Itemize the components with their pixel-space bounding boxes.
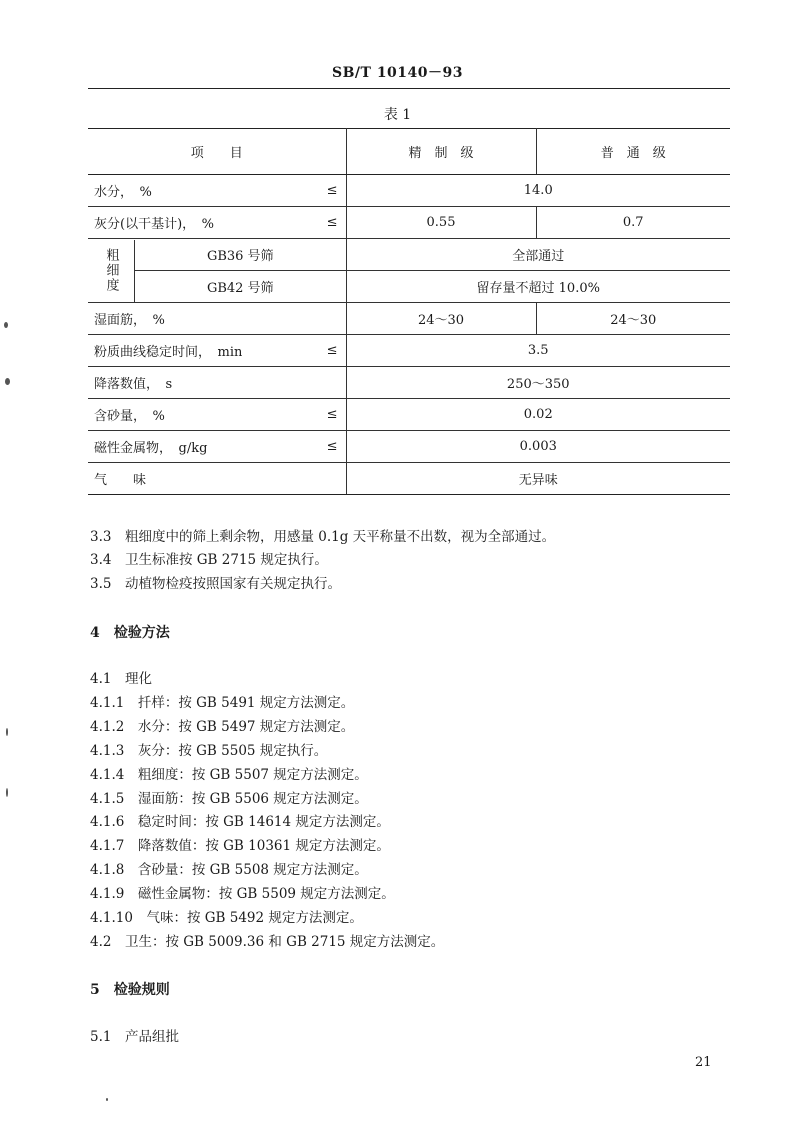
clause-4-1-2: 4.1.2 水分：按 GB 5497 规定方法测定。 <box>90 719 355 735</box>
scan-speck <box>6 728 8 736</box>
row-label: 降落数值， s <box>94 377 173 392</box>
page-number: 21 <box>695 1055 712 1070</box>
table-row <box>88 367 730 399</box>
header-fine-grade: 精 制 级 <box>346 129 536 175</box>
row-label: 灰分(以干基计)， % <box>94 217 214 232</box>
table-row <box>88 431 730 463</box>
section-4-heading: 4 检验方法 <box>90 625 170 641</box>
row-value-regular: 24～30 <box>536 303 730 335</box>
clause-4-1: 4.1 理化 <box>90 671 152 687</box>
table-header-row <box>88 129 730 175</box>
table-row <box>88 303 730 335</box>
clause-4-1-6: 4.1.6 稳定时间：按 GB 14614 规定方法测定。 <box>90 814 390 830</box>
table-row <box>88 463 730 495</box>
table-title: 表 1 <box>383 107 412 123</box>
standard-code: SB/T 10140－93 <box>331 65 464 81</box>
clause-4-1-4: 4.1.4 粗细度：按 GB 5507 规定方法测定。 <box>90 767 368 783</box>
header-regular-grade: 普 通 级 <box>536 129 730 175</box>
row-label: 水分， % <box>94 185 152 200</box>
row-label: 粉质曲线稳定时间， min <box>94 345 243 360</box>
row-value: 0.02 <box>346 399 730 431</box>
row-value-fine: 0.55 <box>346 207 536 239</box>
scan-speck <box>106 1098 108 1101</box>
row-value: 14.0 <box>346 175 730 207</box>
fineness-group-label: 粗细度 <box>88 240 135 302</box>
comparison-symbol: ≤ <box>326 343 338 358</box>
clause-5-1: 5.1 产品组批 <box>90 1029 179 1045</box>
table-row <box>88 207 730 239</box>
clause-4-1-10: 4.1.10 气味：按 GB 5492 规定方法测定。 <box>90 910 363 926</box>
clause-3-5: 3.5 动植物检疫按照国家有关规定执行。 <box>90 576 341 592</box>
row-value: 留存量不超过 10.0% <box>346 271 730 303</box>
clause-4-2: 4.2 卫生：按 GB 5009.36 和 GB 2715 规定方法测定。 <box>90 934 445 950</box>
table-row <box>88 399 730 431</box>
row-label: 湿面筋， % <box>94 313 165 328</box>
row-label: 气 味 <box>94 473 147 488</box>
row-value: 全部通过 <box>346 239 730 271</box>
comparison-symbol: ≤ <box>326 183 338 198</box>
clause-4-1-3: 4.1.3 灰分：按 GB 5505 规定执行。 <box>90 743 328 759</box>
clause-4-1-7: 4.1.7 降落数值：按 GB 10361 规定方法测定。 <box>90 838 390 854</box>
clause-4-1-5: 4.1.5 湿面筋：按 GB 5506 规定方法测定。 <box>90 791 368 807</box>
table-row <box>88 175 730 207</box>
comparison-symbol: ≤ <box>326 439 338 454</box>
sieve-gb42-label: GB42 号筛 <box>206 280 274 296</box>
comparison-symbol: ≤ <box>326 215 338 230</box>
row-value: 3.5 <box>346 335 730 367</box>
row-value: 无异味 <box>346 463 730 495</box>
scan-speck <box>6 788 8 797</box>
row-label: 磁性金属物， g/kg <box>94 441 208 456</box>
clause-4-1-1: 4.1.1 扦样：按 GB 5491 规定方法测定。 <box>90 695 355 711</box>
sieve-gb36-label: GB36 号筛 <box>135 240 346 272</box>
table-row-fineness <box>88 239 730 271</box>
header-item: 项 目 <box>88 129 346 175</box>
comparison-symbol: ≤ <box>326 407 338 422</box>
row-label: 含砂量， % <box>94 409 165 424</box>
spec-table <box>88 128 730 495</box>
row-value-regular: 0.7 <box>536 207 730 239</box>
table-row <box>88 335 730 367</box>
clause-4-1-9: 4.1.9 磁性金属物：按 GB 5509 规定方法测定。 <box>90 886 395 902</box>
row-value: 0.003 <box>346 431 730 463</box>
row-value: 250～350 <box>346 367 730 399</box>
clause-3-3: 3.3 粗细度中的筛上剩余物，用感量 0.1g 天平称量不出数，视为全部通过。 <box>90 529 556 545</box>
row-value-fine: 24～30 <box>346 303 536 335</box>
scan-speck <box>5 378 10 385</box>
clause-3-4: 3.4 卫生标准按 GB 2715 规定执行。 <box>90 552 328 568</box>
clause-4-1-8: 4.1.8 含砂量：按 GB 5508 规定方法测定。 <box>90 862 368 878</box>
header-rule <box>88 88 730 89</box>
section-5-heading: 5 检验规则 <box>90 982 170 998</box>
scan-speck <box>4 322 8 328</box>
